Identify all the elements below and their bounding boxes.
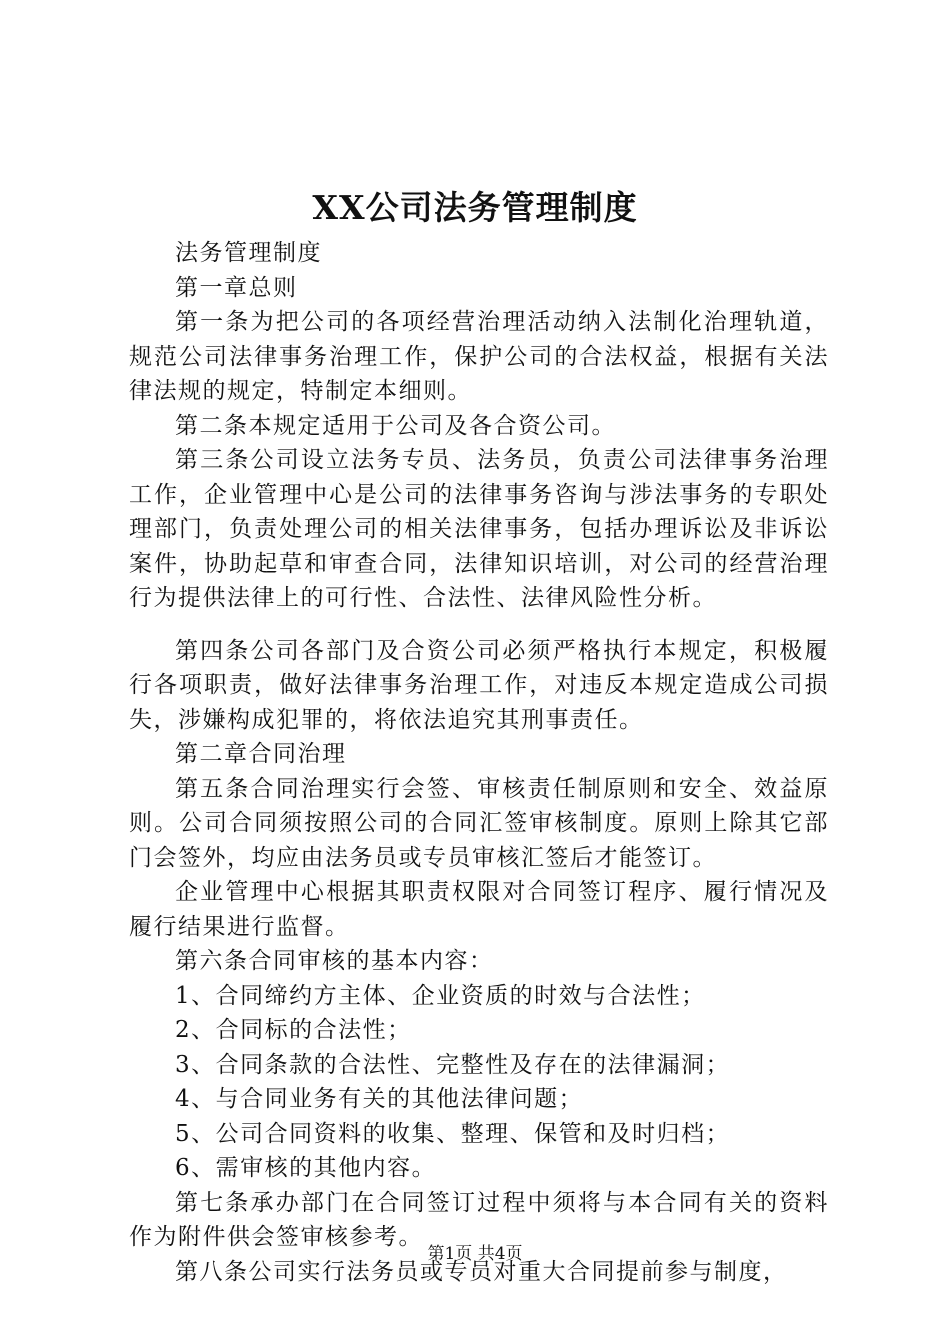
- document-body: [129, 236, 829, 1289]
- paragraph-article-1: 第一条为把公司的各项经营治理活动纳入法制化治理轨道，规范公司法律事务治理工作，保护公司的合法权益，根据有关法律法规的规定，特制定本细则。: [129, 309, 829, 404]
- paragraph-chapter-2-heading: 第二章合同治理: [175, 741, 347, 767]
- list-item-1: 1、合同缔约方主体、企业资质的时效与合法性；: [175, 982, 706, 1009]
- document-title: XX公司法务管理制度: [312, 188, 638, 227]
- paragraph-supervision: 企业管理中心根据其职责权限对合同签订程序、履行情况及履行结果进行监督。: [129, 879, 829, 940]
- list-item-2: 2、合同标的合法性；: [175, 1017, 412, 1043]
- paragraph-article-5: 第五条合同治理实行会签、审核责任制原则和安全、效益原则。公司合同须按照公司的合同汇签审核制度。原则上除其它部门会签外，均应由法务员或专员审核汇签后才能签订。: [129, 775, 829, 871]
- paragraph-article-7: 第七条承办部门在合同签订过程中须将与本合同有关的资料作为附件供会签审核参考。: [129, 1189, 829, 1250]
- list-item-5: 5、公司合同资料的收集、整理、保管和及时归档；: [175, 1120, 731, 1147]
- list-item-3: 3、合同条款的合法性、完整性及存在的法律漏洞；: [175, 1051, 731, 1078]
- paragraph-article-3: 第三条公司设立法务专员、法务员，负责公司法律事务治理工作，企业管理中心是公司的法律事务咨询与涉法事务的专职处理部门，负责处理公司的相关法律事务，包括办理诉讼及非诉讼案件，协助起草和审查合同，法律知识培训，对公司的经营治理行为提供法律上的可行性、合法性、法律风险性分析。: [129, 447, 829, 611]
- paragraph-article-4: 第四条公司各部门及合资公司必须严格执行本规定，积极履行各项职责，做好法律事务治理工作，对违反本规定造成公司损失，涉嫌构成犯罪的，将依法追究其刑事责任。: [129, 637, 829, 733]
- list-item-4: 4、与合同业务有关的其他法律问题；: [175, 1086, 584, 1112]
- page-indicator: 第1页 共4页: [427, 1244, 523, 1264]
- paragraph-article-8: 第八条公司实行法务员或专员对重大合同提前参与制度，: [175, 1258, 788, 1285]
- list-item-6: 6、需审核的其他内容。: [175, 1155, 437, 1181]
- paragraph-article-6: 第六条合同审核的基本内容：: [175, 948, 494, 974]
- paragraph-article-2: 第二条本规定适用于公司及各合资公司。: [175, 412, 616, 439]
- paragraph-chapter-1-heading: 第一章总则: [175, 274, 298, 301]
- paragraph-subtitle: 法务管理制度: [175, 240, 322, 266]
